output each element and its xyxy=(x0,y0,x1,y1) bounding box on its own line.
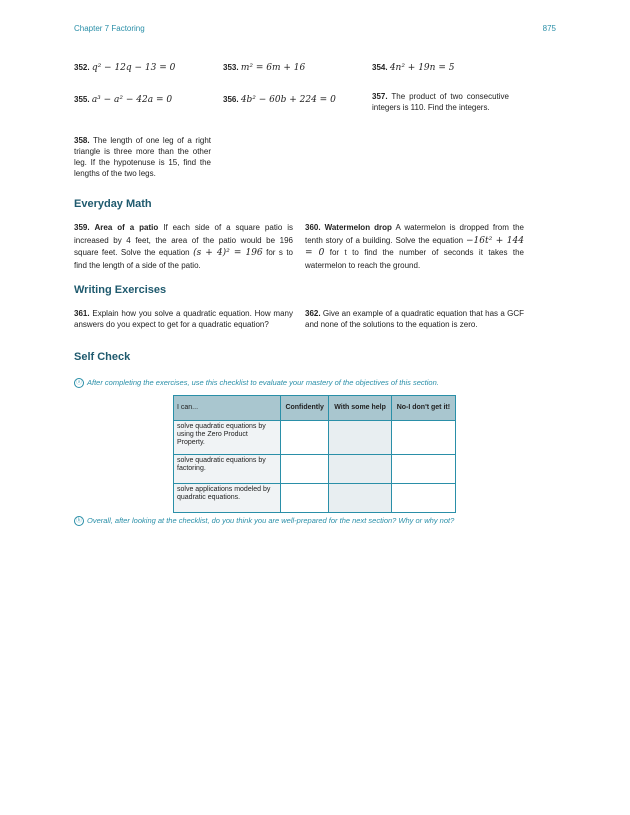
exercise-362 xyxy=(305,308,524,330)
equation: m² = 6m + 16 xyxy=(240,63,306,73)
exercise-number: 358. xyxy=(74,136,90,145)
confidently-cell[interactable] xyxy=(281,421,329,455)
exercise-number: 362. xyxy=(305,309,321,318)
objective-cell: solve quadratic equations by using the Zero Product Property. xyxy=(174,421,281,455)
table-row xyxy=(174,455,456,484)
exercise-text-continued: for s to find the length of a side of the patio. xyxy=(74,248,294,270)
with-some-help-cell[interactable] xyxy=(329,484,391,513)
exercise-354 xyxy=(372,62,454,74)
column-header: I can... xyxy=(174,396,281,421)
self-check-heading: Self Check xyxy=(74,351,131,363)
no-i-dont-get-it-cell[interactable] xyxy=(391,484,455,513)
writing-exercises-heading: Writing Exercises xyxy=(74,284,167,296)
objective-cell: solve quadratic equations by factoring. xyxy=(174,455,281,484)
objective-cell: solve applications modeled by quadratic equations. xyxy=(174,484,281,513)
with-some-help-cell[interactable] xyxy=(329,455,391,484)
everyday-math-heading: Everyday Math xyxy=(74,198,152,210)
marker-b: ⓑ xyxy=(75,518,82,525)
exercise-353 xyxy=(223,62,305,74)
exercise-number: 353. xyxy=(223,63,239,72)
equation: 4b² − 60b + 224 = 0 xyxy=(240,95,336,105)
self-check-table xyxy=(173,395,456,513)
confidently-cell[interactable] xyxy=(281,455,329,484)
exercise-number: 354. xyxy=(372,63,388,72)
exercise-358 xyxy=(74,135,211,179)
with-some-help-cell[interactable] xyxy=(329,421,391,455)
exercise-357 xyxy=(372,91,509,113)
exercise-title: Watermelon drop xyxy=(324,223,392,232)
equation: (s + 4)² = 196 xyxy=(193,248,263,258)
exercise-number: 357. xyxy=(372,92,388,101)
self-check-note-b xyxy=(74,516,454,526)
note-text: Overall, after looking at the checklist, do you think you are well-prepared for the next section? Why or why not? xyxy=(87,516,455,525)
page-number: 875 xyxy=(542,24,556,33)
no-i-dont-get-it-cell[interactable] xyxy=(391,421,455,455)
exercise-title: Area of a patio xyxy=(94,223,159,232)
exercise-361 xyxy=(74,308,293,330)
exercise-number: 359. xyxy=(74,223,90,232)
confidently-cell[interactable] xyxy=(281,484,329,513)
exercise-355 xyxy=(74,94,172,106)
exercise-text: Explain how you solve a quadratic equation. How many answers do you expect to get for a quadratic equation? xyxy=(74,309,293,329)
exercise-number: 352. xyxy=(74,63,90,72)
no-i-dont-get-it-cell[interactable] xyxy=(391,455,455,484)
column-header: With some help xyxy=(329,396,391,421)
exercise-text: The length of one leg of a right triangle is three more than the other leg. If the hypotenuse is 15, find the lengths of the two legs. xyxy=(74,136,211,178)
note-text: After completing the exercises, use this checklist to evaluate your mastery of the objectives of this section. xyxy=(87,378,439,387)
chapter-header: Chapter 7 Factoring xyxy=(74,24,145,33)
equation: q² − 12q − 13 = 0 xyxy=(91,63,176,73)
exercise-number: 355. xyxy=(74,95,90,104)
exercise-360 xyxy=(305,222,524,272)
exercise-number: 361. xyxy=(74,309,90,318)
exercise-text-continued: for t to find the number of seconds it takes the watermelon to reach the ground. xyxy=(305,248,524,270)
exercise-352 xyxy=(74,62,175,74)
column-header: No-I don't get it! xyxy=(391,396,455,421)
exercise-text: A watermelon is dropped from the tenth story of a building. Solve the equation xyxy=(305,223,525,245)
exercise-number: 360. xyxy=(305,223,321,232)
exercise-number: 356. xyxy=(223,95,239,104)
table-row xyxy=(174,421,456,455)
exercise-text: If each side of a square patio is increased by 4 feet, the area of the patio would be 196 square feet. Solve the equation xyxy=(74,223,293,257)
exercise-text: The product of two consecutive integers is 110. Find the integers. xyxy=(372,92,510,112)
table-row xyxy=(174,484,456,513)
marker-a: ⓐ xyxy=(75,380,82,387)
exercise-359 xyxy=(74,222,293,272)
equation: a³ − a² − 42a = 0 xyxy=(91,95,173,105)
table-header-row xyxy=(174,396,456,421)
self-check-note-a xyxy=(74,378,439,388)
column-header: Confidently xyxy=(281,396,329,421)
exercise-text: Give an example of a quadratic equation that has a GCF and none of the solutions to the equation is zero. xyxy=(305,309,524,329)
exercise-356 xyxy=(223,94,336,106)
equation: 4n² + 19n = 5 xyxy=(389,63,455,73)
equation: −16t² + 144 = 0 xyxy=(305,235,524,258)
